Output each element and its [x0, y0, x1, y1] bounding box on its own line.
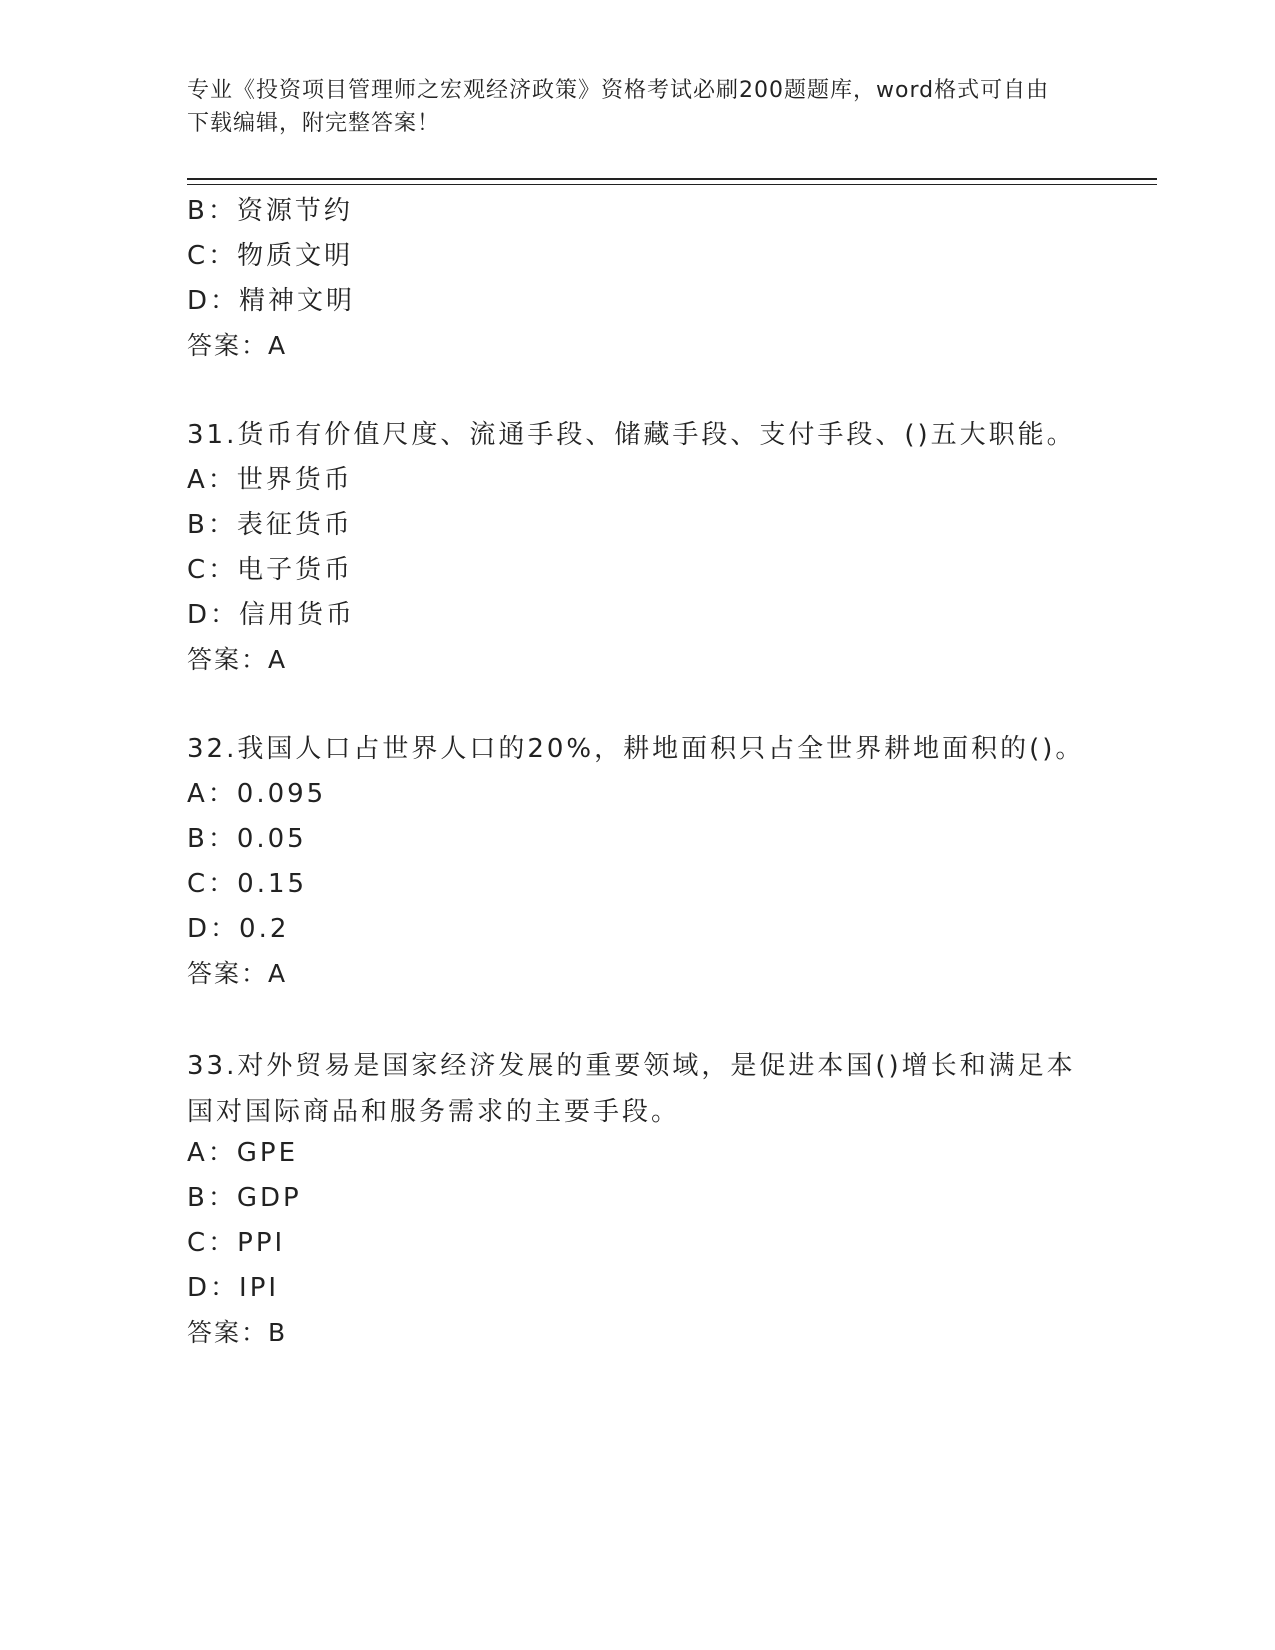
q33-option-d: D：IPI: [187, 1273, 280, 1303]
q33-option-a: A：GPE: [187, 1138, 299, 1168]
q31-option-c: C：电子货币: [187, 555, 354, 585]
q32-option-d: D：0.2: [187, 914, 290, 944]
header-divider-thick: [187, 178, 1157, 180]
q33-option-c: C：PPI: [187, 1228, 286, 1258]
q30-answer: 答案：A: [187, 331, 288, 360]
q31-answer: 答案：A: [187, 645, 288, 674]
q31-option-a: A：世界货币: [187, 465, 353, 495]
q33-question: 33.对外贸易是国家经济发展的重要领域，是促进本国()增长和满足本国对国际商品和服务需求的主要手段。: [187, 1051, 1076, 1127]
q33-answer: 答案：B: [187, 1318, 288, 1347]
q30-option-c: C：物质文明: [187, 241, 354, 271]
q32-question: 32.我国人口占世界人口的20%，耕地面积只占全世界耕地面积的()。: [187, 734, 1085, 764]
q33-option-b: B：GDP: [187, 1183, 302, 1213]
q30-option-d: D：精神文明: [187, 286, 356, 316]
q31-question: 31.货币有价值尺度、流通手段、储藏手段、支付手段、()五大职能。: [187, 420, 1076, 450]
q32-option-c: C：0.15: [187, 869, 308, 899]
q32-answer: 答案：A: [187, 959, 288, 988]
q32-option-b: B：0.05: [187, 824, 307, 854]
q31-option-d: D：信用货币: [187, 600, 356, 630]
document-header: 专业《投资项目管理师之宏观经济政策》资格考试必刷200题题库，word格式可自由下载编辑，附完整答案！: [187, 78, 1050, 136]
q30-option-b: B：资源节约: [187, 196, 353, 226]
q32-option-a: A：0.095: [187, 779, 327, 809]
header-divider-thin: [187, 184, 1157, 185]
q31-option-b: B：表征货币: [187, 510, 353, 540]
